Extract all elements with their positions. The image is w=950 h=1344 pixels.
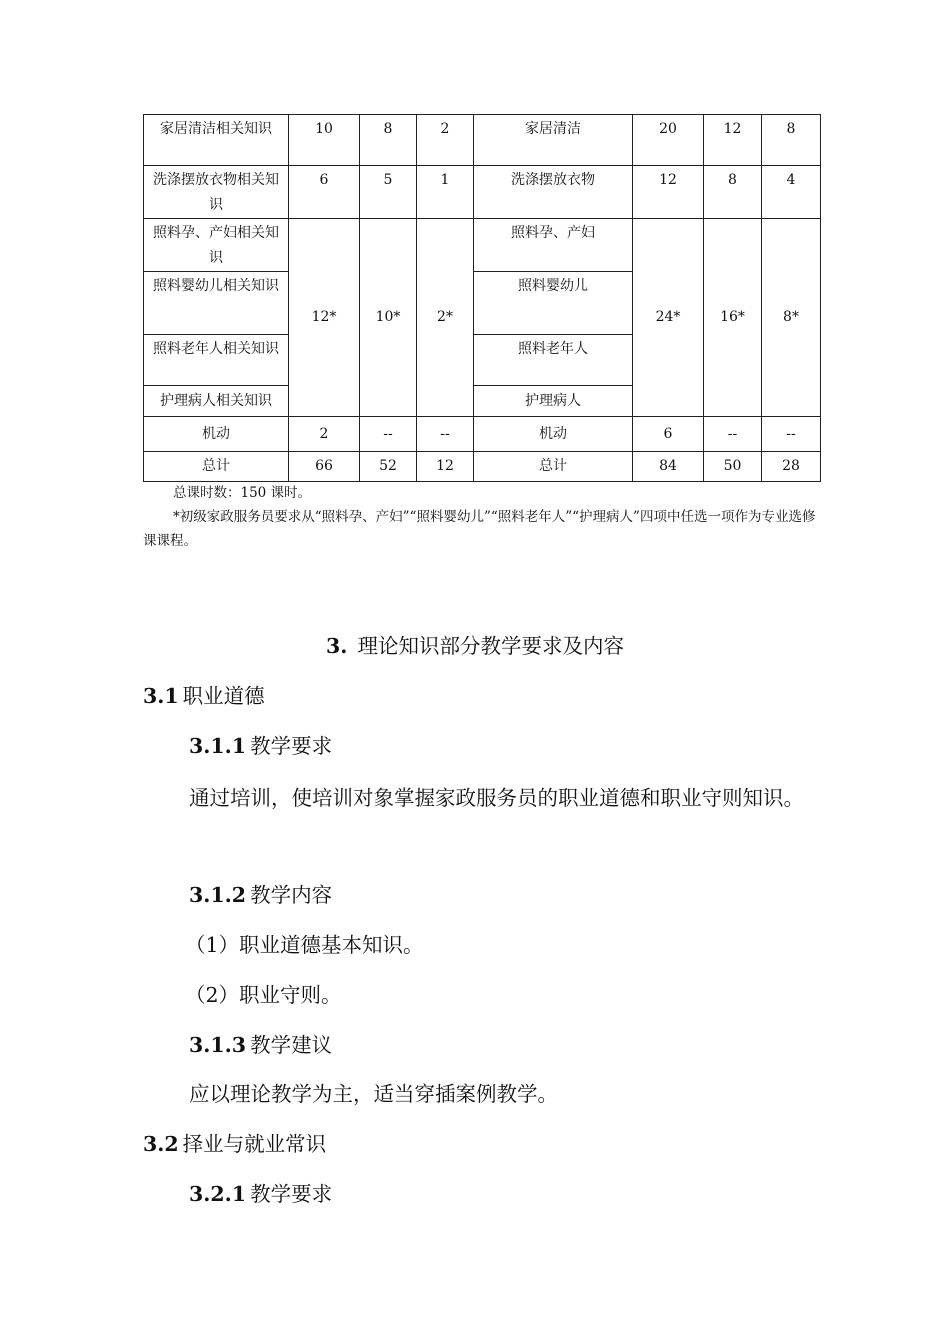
table-cell-merged: 24* bbox=[633, 219, 704, 417]
section-3-1-heading bbox=[143, 680, 265, 712]
section-3-2-heading bbox=[143, 1128, 326, 1160]
table-cell-merged: 8* bbox=[762, 219, 821, 417]
table-cell: 照料婴幼儿 bbox=[474, 272, 633, 335]
table-cell: 洗涤摆放衣物相关知识 bbox=[144, 166, 289, 219]
table-cell: 52 bbox=[360, 452, 417, 482]
elective-note: *初级家政服务员要求从“照料孕、产妇”“照料婴幼儿”“照料老年人”“护理病人”四项中任选一项作为专业选修课课程。 bbox=[143, 509, 816, 549]
section-3-1-3-heading bbox=[189, 1029, 332, 1061]
table-cell: 总计 bbox=[474, 452, 633, 482]
section-3-1-1-heading bbox=[189, 730, 332, 762]
table-cell-merged: 16* bbox=[704, 219, 762, 417]
table-cell: 洗涤摆放衣物 bbox=[474, 166, 633, 219]
table-cell: 照料婴幼儿相关知识 bbox=[144, 272, 289, 335]
table-row bbox=[144, 115, 821, 166]
table-cell: 8 bbox=[360, 115, 417, 166]
table-cell: 8 bbox=[762, 115, 821, 166]
course-hours-table bbox=[143, 114, 821, 482]
table-cell: 6 bbox=[633, 417, 704, 452]
section-number: 3.1 bbox=[143, 684, 179, 708]
table-cell: 8 bbox=[704, 166, 762, 219]
section-title: 教学要求 bbox=[250, 1182, 333, 1206]
section-title: 择业与就业常识 bbox=[182, 1132, 327, 1156]
table-cell: 2 bbox=[417, 115, 474, 166]
table-row bbox=[144, 417, 821, 452]
list-item: （1）职业道德基本知识。 bbox=[185, 933, 424, 957]
section-number: 3.1.3 bbox=[189, 1033, 247, 1057]
table-cell: 照料老年人 bbox=[474, 335, 633, 386]
table-cell: 66 bbox=[289, 452, 360, 482]
table-cell: 总计 bbox=[144, 452, 289, 482]
table-cell: 家居清洁相关知识 bbox=[144, 115, 289, 166]
table-cell: 6 bbox=[289, 166, 360, 219]
table-cell: 50 bbox=[704, 452, 762, 482]
table-cell: 照料孕、产妇 bbox=[474, 219, 633, 272]
table-cell: 12 bbox=[704, 115, 762, 166]
table-row bbox=[144, 452, 821, 482]
table-cell-merged: 10* bbox=[360, 219, 417, 417]
table-cell: 2 bbox=[289, 417, 360, 452]
section-number: 3.2.1 bbox=[189, 1182, 247, 1206]
table-cell: 4 bbox=[762, 166, 821, 219]
section-3-1-2-heading bbox=[189, 879, 332, 911]
table-cell: 10 bbox=[289, 115, 360, 166]
section-title: 教学建议 bbox=[250, 1033, 333, 1057]
table-cell: -- bbox=[762, 417, 821, 452]
table-cell: -- bbox=[360, 417, 417, 452]
section-title: 职业道德 bbox=[182, 684, 265, 708]
section-title: 理论知识部分教学要求及内容 bbox=[357, 634, 624, 658]
section-title: 教学要求 bbox=[250, 734, 333, 758]
table-row bbox=[144, 166, 821, 219]
table-cell: 家居清洁 bbox=[474, 115, 633, 166]
table-cell: 28 bbox=[762, 452, 821, 482]
table-cell: 机动 bbox=[144, 417, 289, 452]
table-cell: 12 bbox=[633, 166, 704, 219]
table-cell-merged: 2* bbox=[417, 219, 474, 417]
table-cell: 1 bbox=[417, 166, 474, 219]
paragraph: 通过培训，使培训对象掌握家政服务员的职业道德和职业守则知识。 bbox=[189, 786, 804, 810]
table-cell: -- bbox=[417, 417, 474, 452]
section-title: 教学内容 bbox=[250, 883, 333, 907]
section-number: 3. bbox=[326, 634, 348, 658]
list-item: （2）职业守则。 bbox=[185, 983, 342, 1007]
total-hours-note: 总课时数：150 课时。 bbox=[173, 485, 312, 501]
section-3-2-1-heading bbox=[189, 1178, 332, 1210]
table-cell: 20 bbox=[633, 115, 704, 166]
table-row bbox=[144, 219, 821, 272]
table-cell: 照料老年人相关知识 bbox=[144, 335, 289, 386]
table-cell-merged: 12* bbox=[289, 219, 360, 417]
section-number: 3.2 bbox=[143, 1132, 179, 1156]
section-3-heading bbox=[0, 630, 950, 662]
section-number: 3.1.1 bbox=[189, 734, 247, 758]
section-number: 3.1.2 bbox=[189, 883, 247, 907]
table-cell: 护理病人相关知识 bbox=[144, 386, 289, 417]
table-cell: 5 bbox=[360, 166, 417, 219]
table-cell: 84 bbox=[633, 452, 704, 482]
table-cell: 护理病人 bbox=[474, 386, 633, 417]
table-cell: 12 bbox=[417, 452, 474, 482]
paragraph: 应以理论教学为主，适当穿插案例教学。 bbox=[189, 1082, 558, 1106]
table-cell: 照料孕、产妇相关知识 bbox=[144, 219, 289, 272]
table-cell: 机动 bbox=[474, 417, 633, 452]
table-cell: -- bbox=[704, 417, 762, 452]
